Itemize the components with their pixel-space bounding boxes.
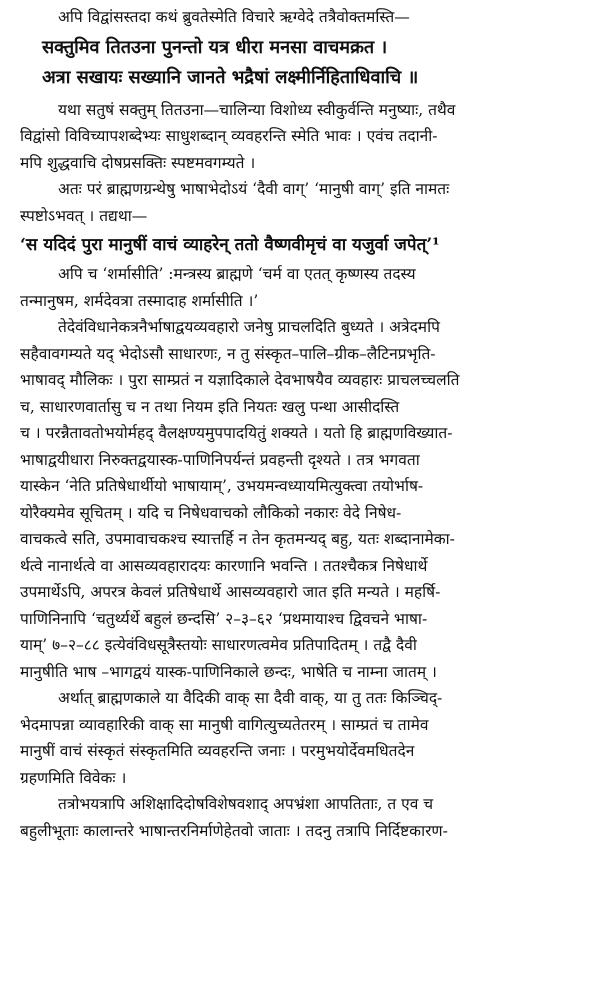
paragraph (20, 4, 586, 31)
text-line: अतः परं ब्राह्मणग्रन्थेषु भाषाभेदोऽयं ‘दैवी वाग्’ ‘मानुषी वाग्’ इति नामतः (58, 180, 450, 198)
paragraph (20, 97, 586, 177)
paragraph (20, 314, 586, 685)
text-line: च । परन्नैतावतोभयोर्महद् वैलक्षण्यमुपपादयितुं शक्यते । यतो हि ब्राह्मणविख्यात- (20, 424, 453, 442)
text-line: विद्वांसो विविच्यापशब्देभ्यः साधुशब्दान् व्यवहरन्ति स्मेति भावः । एवंच तदानी- (20, 127, 438, 145)
text-line: तेदेवंविधानेकत्रनैर्भाषाद्वयव्यवहारो जनेषु प्राचलदिति बुध्यते । अत्रेदमपि (58, 318, 440, 336)
text-line: बहुलीभूताः कालान्तरे भाषान्तरनिर्माणेहेतवो जाताः । तदनु तत्रापि निर्दिष्टकारण- (20, 821, 448, 840)
text-line: च, साधारणवार्तासु च न तथा नियम इति नियतः खलु पन्था आसीदस्ति (20, 397, 400, 416)
text-line: योरैक्यमेव सूचितम् । यदि च निषेधवाचको लौकिको नकारः वेदे निषेध- (20, 503, 402, 522)
text-line: तत्रोभयत्रापि अशिक्षादिदोषविशेषवशाद् अपभ्रंशा आपतिताः, त एव च (58, 795, 434, 813)
text-line: भाषावद् मौलिकः । पुरा साम्प्रतं न यज्ञादिकाले देवभाषयैव व्यवहारः प्राचलच्चलति (20, 371, 460, 389)
text-line: अपि च ‘शर्मासीति’ :मन्त्रस्य ब्राह्मणे ‘चर्म वा एतत् कृष्णस्य तदस्य (58, 265, 416, 283)
text-line: भाषाद्वयीधारा निरुक्तद्वयास्क-पाणिनिपर्यन्तं प्रवहन्ती दृश्यते । तत्र भगवता (20, 450, 420, 469)
text-line: मपि शुद्धवाचि दोषप्रसक्तिः स्पष्टमवगम्यते । (20, 153, 256, 172)
paragraph (20, 176, 586, 229)
paragraph (20, 261, 586, 314)
text-line: ग्रहणमिति विवेकः । (20, 768, 127, 787)
text-line: यथा सतुषं सक्तुम् तितउना—चालिन्या विशोध्य स्वीकुर्वन्ति मनुष्याः, तथैव (58, 100, 456, 119)
text-line: सक्तुमिव तितउना पुनन्तो यत्र धीरा मनसा वाचमक्रत । (42, 36, 388, 58)
text-line: भेदमापन्ना व्यावहारिकी वाक् सा मानुषी वागित्युच्यतेतरम् । साम्प्रतं च तामेव (20, 715, 429, 734)
text-line: र्थत्वे नानार्थत्वे वा आसव्यवहारादयः कारणानि भवन्ति । ततश्चैकत्र निषेधार्थे (20, 556, 428, 575)
paragraph (20, 791, 586, 844)
verse-block (20, 33, 586, 93)
text-line: यास्केन ‘नेति प्रतिषेधार्थीयो भाषायाम्’, उभयमन्वध्यायमित्युक्त्वा तयोर्भाष- (20, 477, 424, 495)
text-line: ‘स यदिदं पुरा मानुषीं वाचं व्याहरेन् ततो वैष्णवीमृचं वा यजुर्वा जपेत्’¹ (20, 235, 440, 255)
text-line: तन्मानुषम, शर्मदेवत्रा तस्मादाह शर्मासीति ।’ (20, 291, 259, 310)
text-line: अत्रा सखायः सख्यानि जानते भद्रैषां लक्ष्मीर्निहिताधिवाचि ॥ (42, 66, 419, 88)
text-line: स्पष्टोऽभवत् । तद्यथा— (20, 206, 148, 225)
text-line: उपमार्थेऽपि, अपरत्र केवलं प्रतिषेधार्थे आसव्यवहारो जात इति मन्यते । महर्षि- (20, 583, 441, 601)
paragraph (20, 685, 586, 791)
text-line: अर्थात् ब्राह्मणकाले या वैदिकी वाक् सा दैवी वाक्, या तु ततः किञ्चिद्- (58, 689, 443, 707)
text-line: सहैवावगम्यते यद् भेदोऽसौ साधारणः, न तु संस्कृत–पालि–ग्रीक–लैटिनप्रभृति- (20, 344, 436, 363)
text-line: पाणिनिनापि ‘चतुर्थ्यर्थे बहुलं छन्दसि’ २–३–६२ ‘प्रथमायाश्च द्विवचने भाषा- (20, 609, 428, 628)
text-line: वाचकत्वे सति, उपमावाचकश्च स्यात्तर्हि न तेन कृतमन्यद् बहु, यतः शब्दानामेका- (20, 530, 455, 548)
text-line: मानुषीति भाष –भागद्वयं यास्क-पाणिनिकाले छन्दः, भाषेति च नाम्ना जातम् । (20, 662, 437, 681)
text-line: याम्’ ७–२–८८ इत्येवंविधसूत्रैस्तयोः साधारणत्वमेव प्रतिपादितम् । तद्वै दैवी (20, 636, 417, 654)
quotation-block (20, 231, 586, 259)
text-line: अपि विद्वांसस्तदा कथं ब्रुवतेस्मेति विचारे ऋग्वेदे तत्रैवोक्तमस्ति— (58, 8, 410, 26)
text-line: मानुषीं वाचं संस्कृतं संस्कृतमिति व्यवहरन्ति जनाः । परमुभयोर्देवमधितदेन (20, 742, 415, 760)
